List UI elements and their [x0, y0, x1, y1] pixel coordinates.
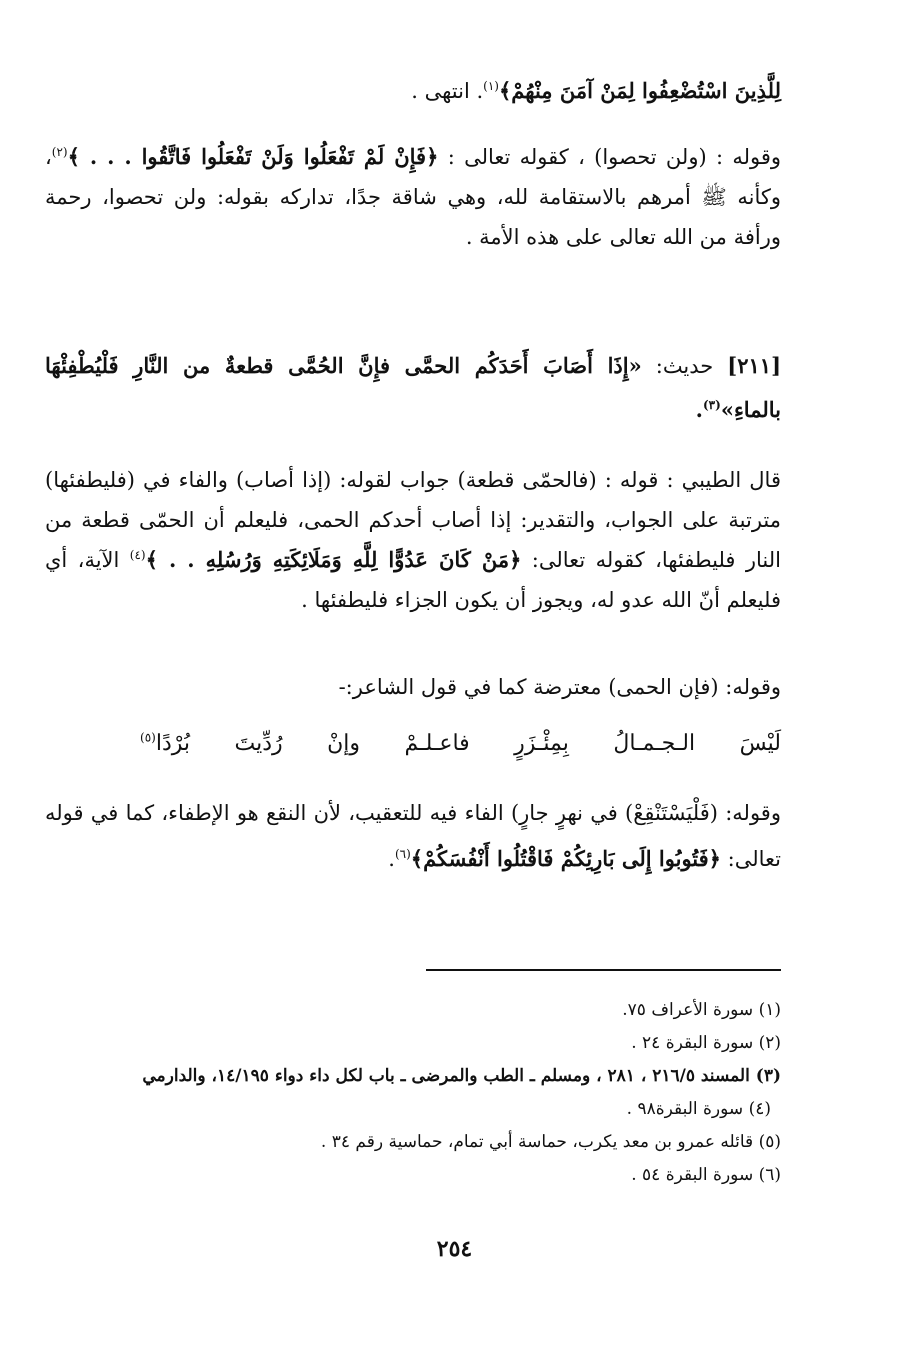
quran-text: ﴿مَنْ كَانَ عَدُوًّا لِلَّهِ وَمَلَائِكَتِهِ وَرُسُلِهِ . . ﴾	[145, 547, 522, 572]
verse-word: فاعـلـمْ	[404, 731, 470, 756]
footnotes	[45, 994, 781, 1192]
paragraph-istinqa	[45, 790, 781, 882]
footnote-item: (٤) سورة البقرة٩٨ .	[626, 1099, 771, 1119]
hadith-number: [٢١١]	[727, 353, 781, 378]
verse-word: لَيْسَ	[739, 731, 781, 756]
footnote-ref: (٣)	[702, 398, 721, 412]
paragraph-text: وقوله: (فَلْيَسْتَنْقِعْ) في نهرٍ جارٍ) الفاء فيه للتعقيب، لأن النقع هو الإطفاء، كما في قوله تعالى:	[45, 801, 781, 871]
footnote-divider	[426, 969, 781, 971]
hadith-text: «إِذَا أَصَابَ أَحَدَكُم الحمَّى فإِنَّ الحُمَّى قطعةٌ من النَّارِ فَلْيُطْفِئْهَا بالماءِ»	[45, 353, 781, 422]
verse-word-last	[140, 722, 190, 766]
hadith-heading	[45, 344, 781, 432]
verse-word: بِمِئْـزَرٍ	[514, 731, 569, 756]
paragraph-text: . انتهى .	[411, 79, 484, 103]
footnote-ref: (٤)	[129, 548, 146, 562]
paragraph-text: وقوله : (ولن تحصوا) ، كقوله تعالى :	[438, 145, 782, 169]
quran-text: ﴿فَإِنْ لَمْ تَفْعَلُوا وَلَنْ تَفْعَلُوا فَاتَّقُوا . . . ﴾	[67, 144, 439, 169]
paragraph-quran-continuation	[45, 72, 781, 110]
poetry-verse	[140, 722, 781, 766]
footnote-item: (٣) المسند ٢١٦/٥ ، ٢٨١ ، ومسلم ـ الطب والمرضى ـ باب لكل داء دواء ١٤/١٩٥، والدارمي	[142, 1066, 781, 1086]
paragraph-text: قال الطيبي : قوله : (فالحمّى قطعة) جواب لقوله: (إذا أصاب) والفاء في (فليطفئها) مترتبة على الجواب، والتقدير: إذا أصاب أحدكم الحمى، فليعلم أن الحمّى قطعة من النار فليطفئها، كقوله تعالى:	[45, 468, 781, 572]
paragraph-text: ، وكأنه ﷺ أمرهم بالاستقامة لله، وهي شاقة جدًا، تداركه بقوله: ولن تحصوا، رحمة ورأفة من الله تعالى على هذه الأمة .	[45, 145, 781, 249]
verse-word: وإنْ	[327, 731, 361, 756]
footnote-item: (٦) سورة البقرة ٥٤ .	[631, 1165, 781, 1185]
paragraph-text: .	[388, 847, 395, 871]
paragraph-text: .	[695, 397, 703, 422]
footnote-ref: (٦)	[394, 847, 411, 861]
footnote-ref: (١)	[483, 79, 499, 93]
page-number: ٢٥٤	[436, 1236, 473, 1262]
verse-word: الـجـمـالُ	[613, 731, 696, 756]
footnote-ref: (٥)	[140, 730, 156, 745]
quran-text: لِلَّذِينَ اسْتُضْعِفُوا لِمَنْ آمَنَ مِنْهُمْ﴾	[498, 78, 781, 103]
paragraph-poet-intro	[45, 668, 781, 706]
footnote-item: (٢) سورة البقرة ٢٤ .	[631, 1033, 781, 1053]
verse-word: بُرْدًا	[155, 731, 190, 756]
paragraph-text: الآية، أي فليعلم أنّ الله عدو له، ويجوز أن يكون الجزاء فليطفئها .	[45, 548, 781, 612]
footnote-item: (٥) قائله عمرو بن معد يكرب، حماسة أبي تمام، حماسية رقم ٣٤ .	[320, 1132, 781, 1152]
paragraph-text: وقوله: (فإن الحمى) معترضة كما في قول الشاعر:-	[338, 675, 781, 699]
paragraph-commentary	[45, 137, 781, 257]
hadith-label: حديث:	[641, 354, 728, 378]
verse-word: رُدِّيتَ	[234, 731, 283, 756]
footnote-ref: (٢)	[51, 145, 68, 159]
footnote-item: (١) سورة الأعراف ٧٥.	[622, 1000, 781, 1020]
quran-text: ﴿فَتُوبُوا إِلَى بَارِئِكُمْ فَاقْتُلُوا أَنْفُسَكُمْ﴾	[410, 846, 721, 871]
paragraph-tibi	[45, 460, 781, 620]
